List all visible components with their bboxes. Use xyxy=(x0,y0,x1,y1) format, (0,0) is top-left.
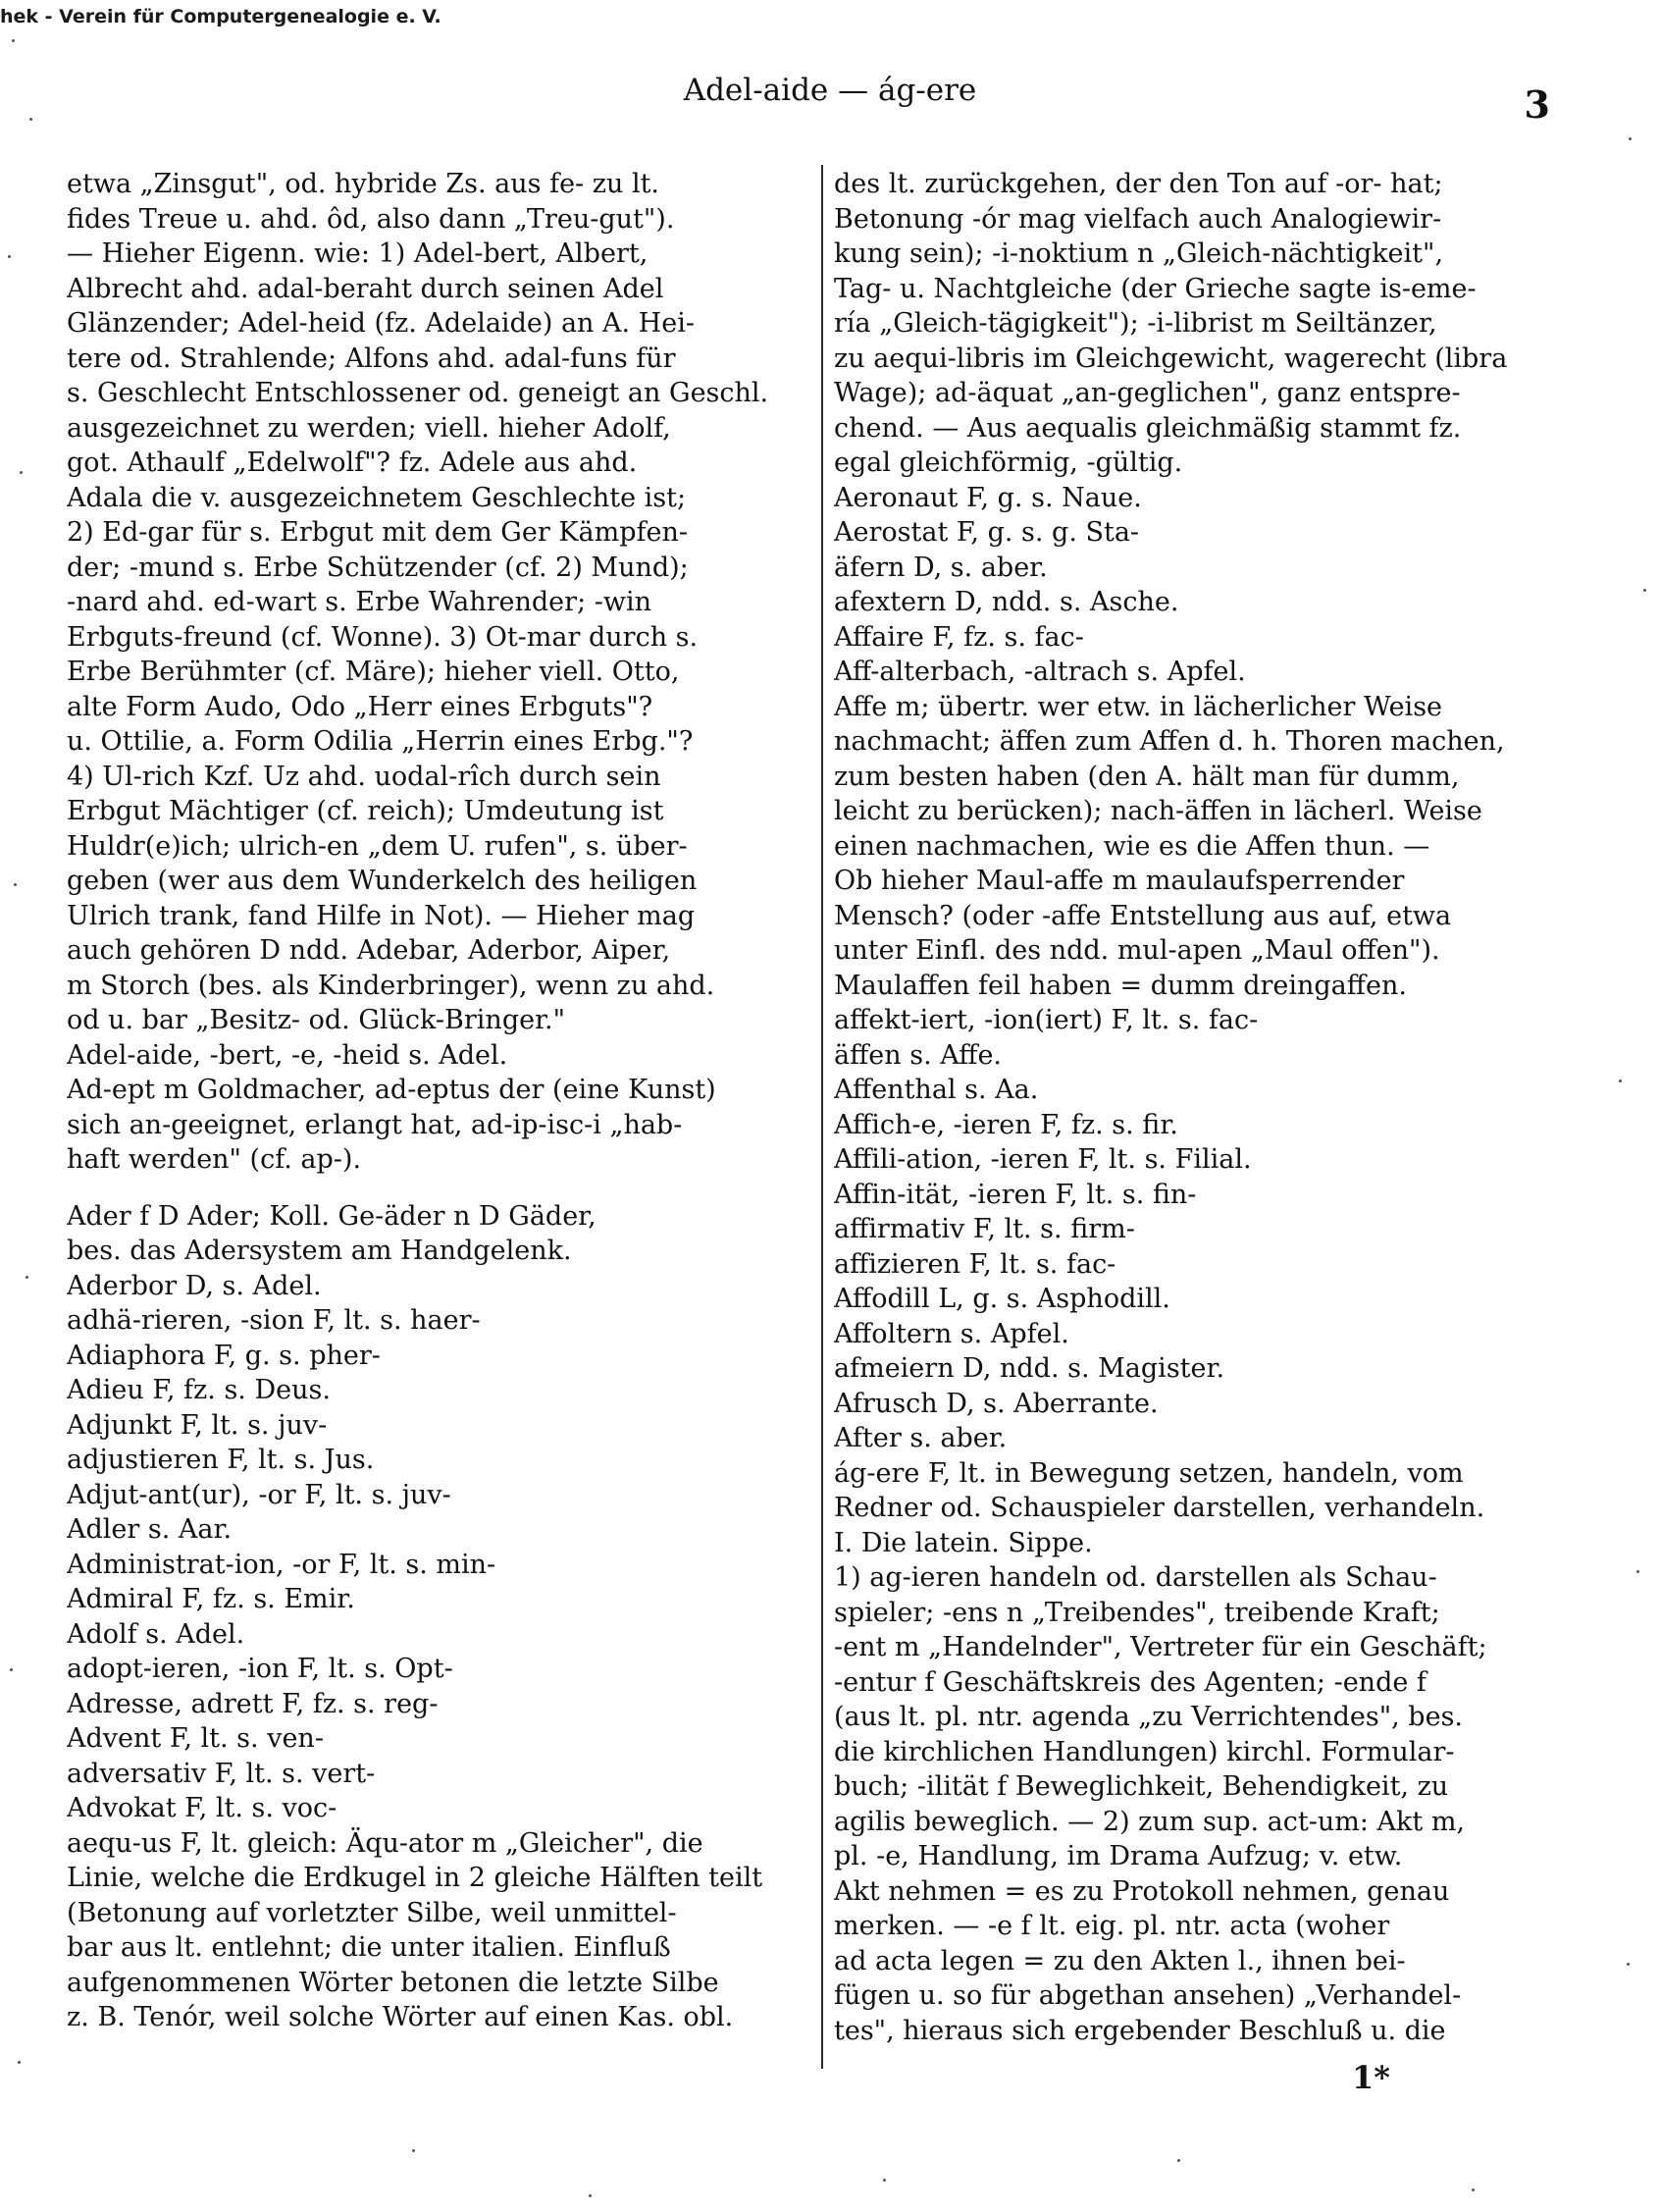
text-line: Mensch? (oder -affe Entstellung aus auf, etwa xyxy=(834,900,1452,931)
text-line: Advent F, lt. s. ven- xyxy=(67,1723,324,1754)
text-line: (Betonung auf vorletzter Silbe, weil unmittel- xyxy=(67,1897,677,1928)
speck xyxy=(29,118,32,121)
text-line: affekt-iert, -ion(iert) F, lt. s. fac- xyxy=(834,1005,1259,1035)
text-line: Akt nehmen = es zu Protokoll nehmen, genau xyxy=(834,1875,1450,1907)
column-divider xyxy=(821,165,823,2069)
left-column xyxy=(67,167,812,2035)
speck xyxy=(26,1276,28,1279)
text-line: Adler s. Aar. xyxy=(67,1514,233,1545)
text-line: einen nachmachen, wie es die Affen thun. — xyxy=(834,830,1430,862)
text-line: od u. bar „Besitz- od. Glück-Bringer." xyxy=(67,1005,566,1035)
text-line: bar aus lt. entlehnt; die unter italien. Einfluß xyxy=(67,1932,671,1963)
text-line: Adjunkt F, lt. s. juv- xyxy=(67,1409,328,1441)
text-line: ausgezeichnet zu werden; viell. hieher Adolf, xyxy=(67,412,671,444)
text-line: Albrecht ahd. adal-beraht durch seinen Adel xyxy=(67,273,664,304)
speck xyxy=(1629,137,1632,140)
text-line: afmeiern D, ndd. s. Magister. xyxy=(834,1353,1225,1384)
text-line: zum besten haben (den A. hält man für dumm, xyxy=(834,761,1460,792)
text-line: I. Die latein. Sippe. xyxy=(834,1527,1093,1558)
text-line: z. B. Tenór, weil solche Wörter auf einen Kas. obl. xyxy=(67,2002,734,2032)
text-line: s. Geschlecht Entschlossener od. geneigt an Geschl. xyxy=(67,378,769,408)
text-line: Affoltern s. Apfel. xyxy=(834,1318,1069,1349)
speck xyxy=(12,39,15,42)
text-line: pl. -e, Handlung, im Drama Aufzug; v. etw. xyxy=(834,1841,1403,1871)
text-line: agilis beweglich. — 2) zum sup. act-um: Akt m, xyxy=(834,1806,1466,1837)
text-line: Afrusch D, s. Aberrante. xyxy=(834,1388,1159,1419)
text-line: (aus lt. pl. ntr. agenda „zu Verrichtendes", bes. xyxy=(834,1702,1464,1732)
text-line: egal gleichförmig, -gültig. xyxy=(834,448,1183,478)
text-line: Affich-e, -ieren F, fz. s. fir. xyxy=(834,1109,1178,1140)
text-line: Wage); ad-äquat „an-geglichen", ganz entspre- xyxy=(834,378,1461,408)
text-line: Affenthal s. Aa. xyxy=(834,1075,1039,1105)
text-line: ad acta legen = zu den Akten l., ihnen bei- xyxy=(834,1945,1406,1976)
text-line: etwa „Zinsgut", od. hybride Zs. aus fe- zu lt. xyxy=(67,169,660,199)
text-line: merken. — -e f lt. eig. pl. ntr. acta (woher xyxy=(834,1911,1390,1941)
text-line: nachmacht; äffen zum Affen d. h. Thoren machen, xyxy=(834,726,1505,757)
text-line: Maulaffen feil haben = dumm dreingaffen. xyxy=(834,970,1407,1001)
text-line: Linie, welche die Erdkugel in 2 gleiche Hälften teilt xyxy=(67,1863,763,1893)
text-line: Erbe Berühmter (cf. Märe); hieher viell. Otto, xyxy=(67,657,680,687)
speck xyxy=(1636,1570,1639,1573)
text-line: fides Treue u. ahd. ôd, also dann „Treu-gut"). xyxy=(67,203,675,235)
text-line: sich an-geeignet, erlangt hat, ad-ip-isc-i „hab- xyxy=(67,1109,683,1140)
text-line: Affaire F, fz. s. fac- xyxy=(834,621,1084,653)
text-line: unter Einfl. des ndd. mul-apen „Maul offen"). xyxy=(834,935,1440,966)
text-line: Ader f D Ader; Koll. Ge-äder n D Gäder, xyxy=(67,1200,597,1232)
text-line: Adolf s. Adel. xyxy=(67,1618,245,1650)
speck xyxy=(1643,589,1646,592)
text-line: afextern D, ndd. s. Asche. xyxy=(834,587,1179,617)
text-line: auch gehören D ndd. Adebar, Aderbor, Aiper, xyxy=(67,935,671,966)
text-line: Adieu F, fz. s. Deus. xyxy=(67,1375,331,1405)
text-line: Erbguts-freund (cf. Wonne). 3) Ot-mar durch s. xyxy=(67,621,699,653)
text-line: der; -mund s. Erbe Schützender (cf. 2) Mund); xyxy=(67,552,689,583)
text-line: äffen s. Affe. xyxy=(834,1039,1003,1071)
text-line: Ad-ept m Goldmacher, ad-eptus der (eine Kunst) xyxy=(67,1075,716,1105)
running-head: Adel-aide — ág-ere xyxy=(683,73,977,108)
text-line: Glänzender; Adel-heid (fz. Adelaide) an A. Hei- xyxy=(67,308,695,339)
speck xyxy=(20,471,23,474)
text-line: Admiral F, fz. s. Emir. xyxy=(67,1584,355,1614)
text-line: adjustieren F, lt. s. Jus. xyxy=(67,1445,375,1475)
speck xyxy=(14,883,17,886)
text-line: 4) Ul-rich Kzf. Uz ahd. uodal-rîch durch sein xyxy=(67,761,661,792)
text-line: Huldr(e)ich; ulrich-en „dem U. rufen", s. über- xyxy=(67,830,688,862)
text-line: -ent m „Handelnder", Vertreter für ein Geschäft; xyxy=(834,1632,1487,1662)
text-line: bes. das Adersystem am Handgelenk. xyxy=(67,1236,572,1266)
text-line: Adjut-ant(ur), -or F, lt. s. juv- xyxy=(67,1479,451,1510)
text-line: spieler; -ens n „Treibendes", treibende Kraft; xyxy=(834,1597,1440,1628)
text-line: affizieren F, lt. s. fac- xyxy=(834,1248,1116,1280)
text-line: tere od. Strahlende; Alfons ahd. adal-funs für xyxy=(67,342,676,374)
speck xyxy=(1627,1963,1630,1966)
text-line: — Hieher Eigenn. wie: 1) Adel-bert, Albert, xyxy=(67,238,648,269)
text-line: Administrat-ion, -or F, lt. s. min- xyxy=(67,1549,496,1580)
text-line: ría „Gleich-tägigkeit"); -i-librist m Seiltänzer, xyxy=(834,308,1437,339)
text-line: die kirchlichen Handlungen) kirchl. Formular- xyxy=(834,1736,1455,1767)
text-line: haft werden" (cf. ap-). xyxy=(67,1144,362,1175)
text-line: Adiaphora F, g. s. pher- xyxy=(67,1340,381,1371)
speck xyxy=(8,255,11,258)
text-line: Advokat F, lt. s. voc- xyxy=(67,1793,337,1823)
text-line: Tag- u. Nachtgleiche (der Grieche sagte is-eme- xyxy=(834,273,1477,304)
text-line: u. Ottilie, a. Form Odilia „Herrin eines Erbg."? xyxy=(67,726,694,757)
text-line: Affodill L, g. s. Asphodill. xyxy=(834,1284,1170,1314)
text-line: alte Form Audo, Odo „Herr eines Erbguts"? xyxy=(67,691,653,722)
text-line: geben (wer aus dem Wunderkelch des heiligen xyxy=(67,866,698,896)
text-line: zu aequi-libris im Gleichgewicht, wagerecht (libra xyxy=(834,342,1508,374)
text-line: buch; -ilität f Beweglichkeit, Behendigkeit, zu xyxy=(834,1771,1449,1802)
text-line: tes", hieraus sich ergebender Beschluß u. die xyxy=(834,2015,1446,2046)
speck xyxy=(10,1668,13,1671)
text-line: Affili-ation, -ieren F, lt. s. Filial. xyxy=(834,1144,1252,1175)
text-line: -entur f Geschäftskreis des Agenten; -ende f xyxy=(834,1666,1427,1698)
watermark-text: hek - Verein für Computergenealogie e. V. xyxy=(0,6,441,27)
text-line: Ob hieher Maul-affe m maulaufsperrender xyxy=(834,866,1405,896)
text-line: ág-ere F, lt. in Bewegung setzen, handeln, vom xyxy=(834,1457,1464,1489)
text-line: got. Athaulf „Edelwolf"? fz. Adele aus ahd. xyxy=(67,448,638,478)
text-line: kung sein); -i-noktium n „Gleich-nächtigkeit", xyxy=(834,238,1444,269)
text-line: aufgenommenen Wörter betonen die letzte Silbe xyxy=(67,1967,719,1998)
text-line: Affin-ität, -ieren F, lt. s. fin- xyxy=(834,1179,1197,1210)
text-line: chend. — Aus aequalis gleichmäßig stammt fz. xyxy=(834,412,1462,444)
text-line: 1) ag-ieren handeln od. darstellen als Schau- xyxy=(834,1562,1437,1593)
text-line: Adala die v. ausgezeichnetem Geschlechte ist; xyxy=(67,482,687,513)
text-line: adhä-rieren, -sion F, lt. s. haer- xyxy=(67,1305,481,1336)
right-column xyxy=(834,167,1589,2048)
signature-mark: 1* xyxy=(1352,2059,1390,2096)
text-line: äfern D, s. aber. xyxy=(834,552,1048,583)
text-line: Aerostat F, g. s. g. Sta- xyxy=(834,517,1140,548)
text-line: adopt-ieren, -ion F, lt. s. Opt- xyxy=(67,1654,453,1684)
speck xyxy=(883,2179,886,2182)
text-line: 2) Ed-gar für s. Erbgut mit dem Ger Kämpfen- xyxy=(67,517,688,548)
paragraph-gap xyxy=(67,1178,812,1199)
text-line: Aeronaut F, g. s. Naue. xyxy=(834,482,1142,513)
speck xyxy=(1619,1080,1622,1082)
speck xyxy=(589,2194,592,2197)
text-line: m Storch (bes. als Kinderbringer), wenn zu ahd. xyxy=(67,970,715,1001)
page-number: 3 xyxy=(1524,82,1550,127)
text-line: fügen u. so für abgethan ansehen) „Verhandel- xyxy=(834,1980,1462,2011)
speck xyxy=(1177,2159,1180,2162)
text-line: -nard ahd. ed-wart s. Erbe Wahrender; -win xyxy=(67,587,652,617)
text-line: Affe m; übertr. wer etw. in lächerlicher Weise xyxy=(834,691,1443,722)
text-line: affirmativ F, lt. s. firm- xyxy=(834,1214,1135,1244)
speck xyxy=(412,2149,415,2152)
text-line: des lt. zurückgehen, der den Ton auf -or- hat; xyxy=(834,169,1443,199)
text-line: Aff-alterbach, -altrach s. Apfel. xyxy=(834,657,1246,687)
text-line: Aderbor D, s. Adel. xyxy=(67,1270,322,1301)
text-line: adversativ F, lt. s. vert- xyxy=(67,1758,376,1789)
speck xyxy=(18,2061,21,2064)
text-line: Adresse, adrett F, fz. s. reg- xyxy=(67,1688,439,1719)
text-line: leicht zu berücken); nach-äffen in lächerl. Weise xyxy=(834,796,1482,826)
text-line: Adel-aide, -bert, -e, -heid s. Adel. xyxy=(67,1039,508,1071)
text-line: Ulrich trank, fand Hilfe in Not). — Hieher mag xyxy=(67,900,696,931)
speck xyxy=(1472,2188,1475,2191)
text-line: After s. aber. xyxy=(834,1423,1008,1453)
text-line: Betonung -ór mag vielfach auch Analogiewir- xyxy=(834,203,1442,235)
text-line: Erbgut Mächtiger (cf. reich); Umdeutung ist xyxy=(67,796,664,826)
text-line: aequ-us F, lt. gleich: Äqu-ator m „Gleicher", die xyxy=(67,1827,703,1859)
text-line: Redner od. Schauspieler darstellen, verhandeln. xyxy=(834,1493,1485,1523)
